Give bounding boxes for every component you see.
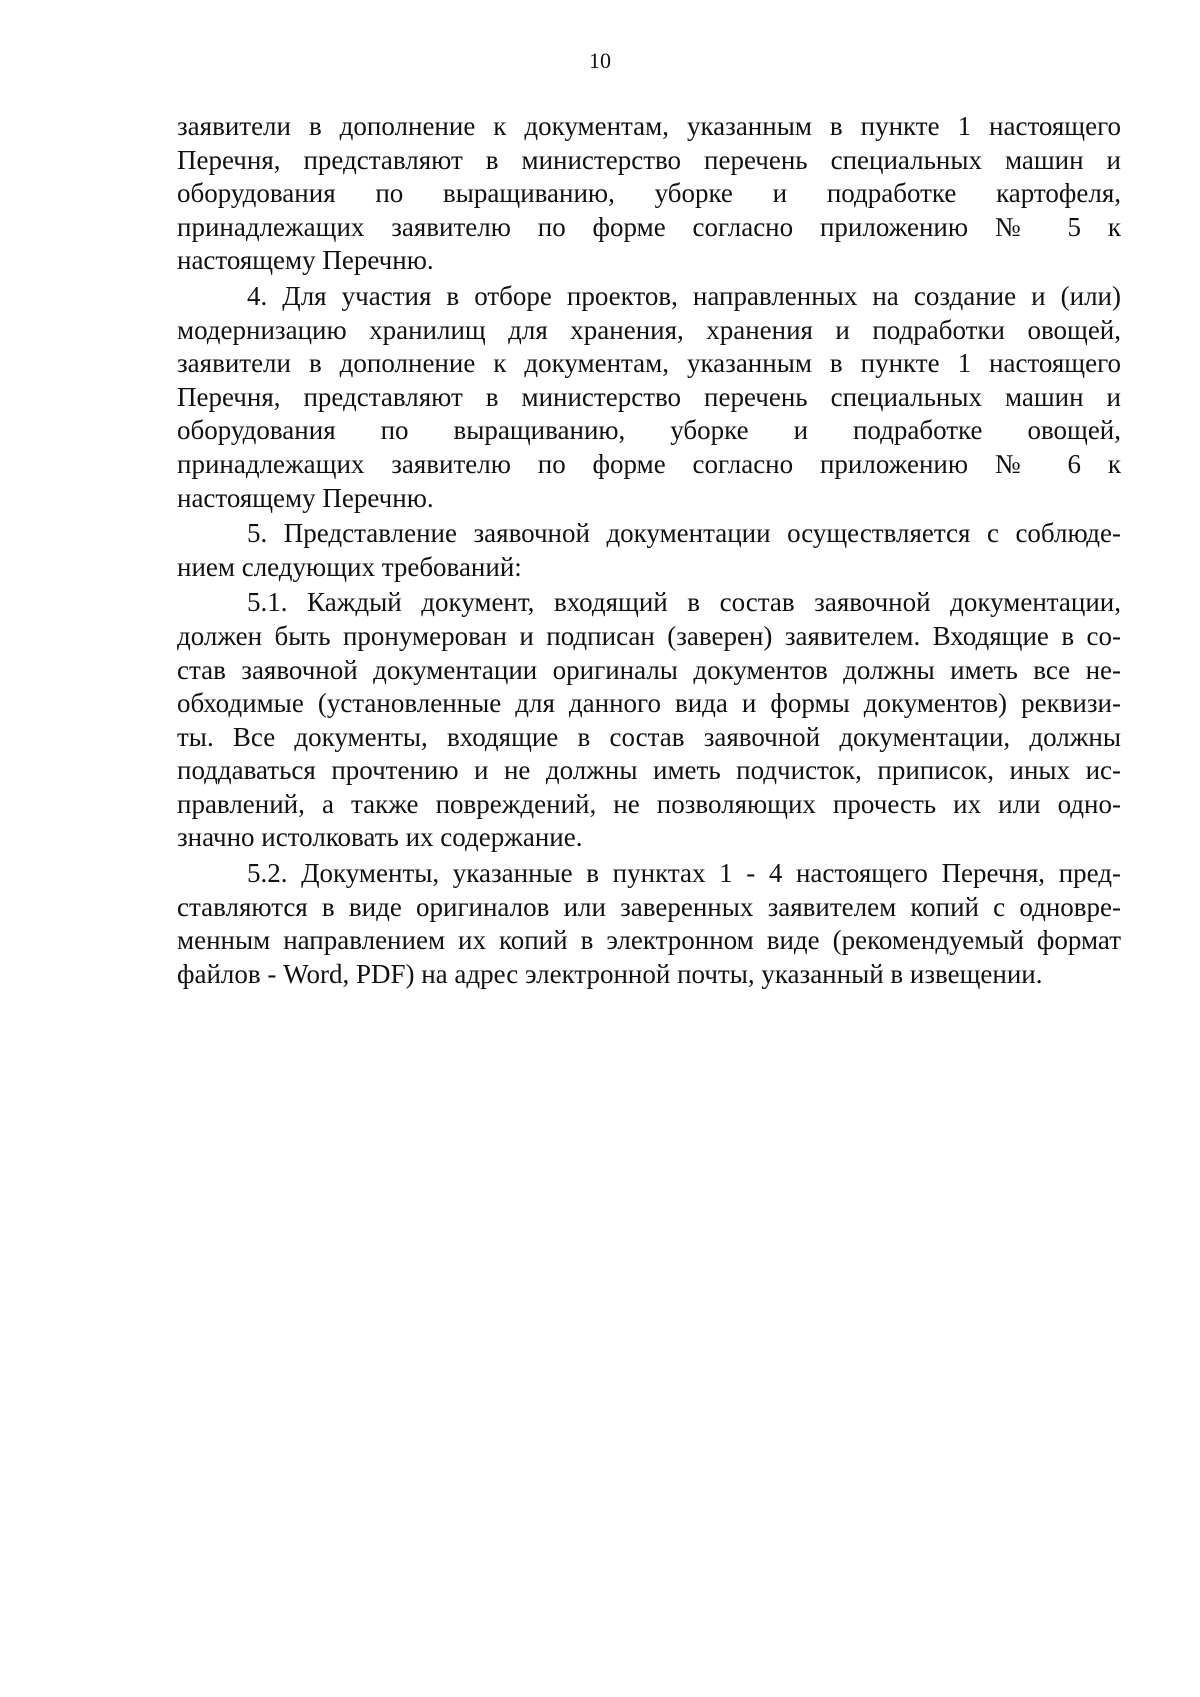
text-line: 5.1. Каждый документ, входящий в состав заявочной документации,	[247, 587, 1121, 618]
text-line: принадлежащих заявителю по форме согласно приложению № 6 к	[177, 448, 1121, 479]
text-line: ставляются в виде оригиналов или заверенных заявителем копий с одновре-	[177, 891, 1121, 922]
text-line: Перечня, представляют в министерство перечень специальных машин и	[177, 144, 1121, 175]
text-line: 4. Для участия в отборе проектов, направленных на создание и (или)	[247, 280, 1121, 311]
paragraph	[177, 586, 1121, 855]
page-number: 10	[589, 48, 611, 73]
text-line: оборудования по выращиванию, уборке и подработке картофеля,	[177, 178, 1121, 209]
text-line: Перечня, представляют в министерство перечень специальных машин и	[177, 381, 1121, 412]
document-body	[177, 110, 1121, 991]
text-line: настоящему Перечню.	[177, 245, 434, 276]
text-line: настоящему Перечню.	[177, 482, 434, 513]
text-line: модернизацию хранилищ для хранения, хранения и подработки овощей,	[177, 314, 1121, 345]
text-line: став заявочной документации оригиналы документов должны иметь все не-	[177, 654, 1121, 685]
text-line: 5.2. Документы, указанные в пунктах 1 - 4 настоящего Перечня, пред-	[247, 858, 1121, 889]
text-line: поддаваться прочтению и не должны иметь подчисток, приписок, иных ис-	[177, 755, 1121, 786]
text-line: принадлежащих заявителю по форме согласно приложению № 5 к	[177, 211, 1121, 242]
text-line: должен быть пронумерован и подписан (заверен) заявителем. Входящие в со-	[177, 620, 1121, 651]
text-line: ты. Все документы, входящие в состав заявочной документации, должны	[177, 721, 1121, 752]
paragraph	[177, 517, 1121, 584]
paragraph	[177, 280, 1121, 515]
text-line: обходимые (установленные для данного вида и формы документов) реквизи-	[177, 688, 1121, 719]
text-line: правлений, а также повреждений, не позволяющих прочесть их или одно-	[177, 788, 1121, 819]
text-line: 5. Представление заявочной документации осуществляется с соблюде-	[247, 518, 1121, 549]
text-line: значно истолковать их содержание.	[177, 822, 583, 853]
text-line: менным направлением их копий в электронном виде (рекомендуемый формат	[177, 925, 1121, 956]
text-line: оборудования по выращиванию, уборке и подработке овощей,	[177, 415, 1121, 446]
text-line: заявители в дополнение к документам, указанным в пункте 1 настоящего	[177, 111, 1121, 141]
text-line: файлов - Word, PDF) на адрес электронной почты, указанный в извещении.	[177, 958, 1043, 989]
text-line: нием следующих требований:	[177, 551, 522, 582]
paragraph	[177, 857, 1121, 991]
text-line: заявители в дополнение к документам, указанным в пункте 1 настоящего	[177, 348, 1121, 379]
paragraph	[177, 110, 1121, 278]
